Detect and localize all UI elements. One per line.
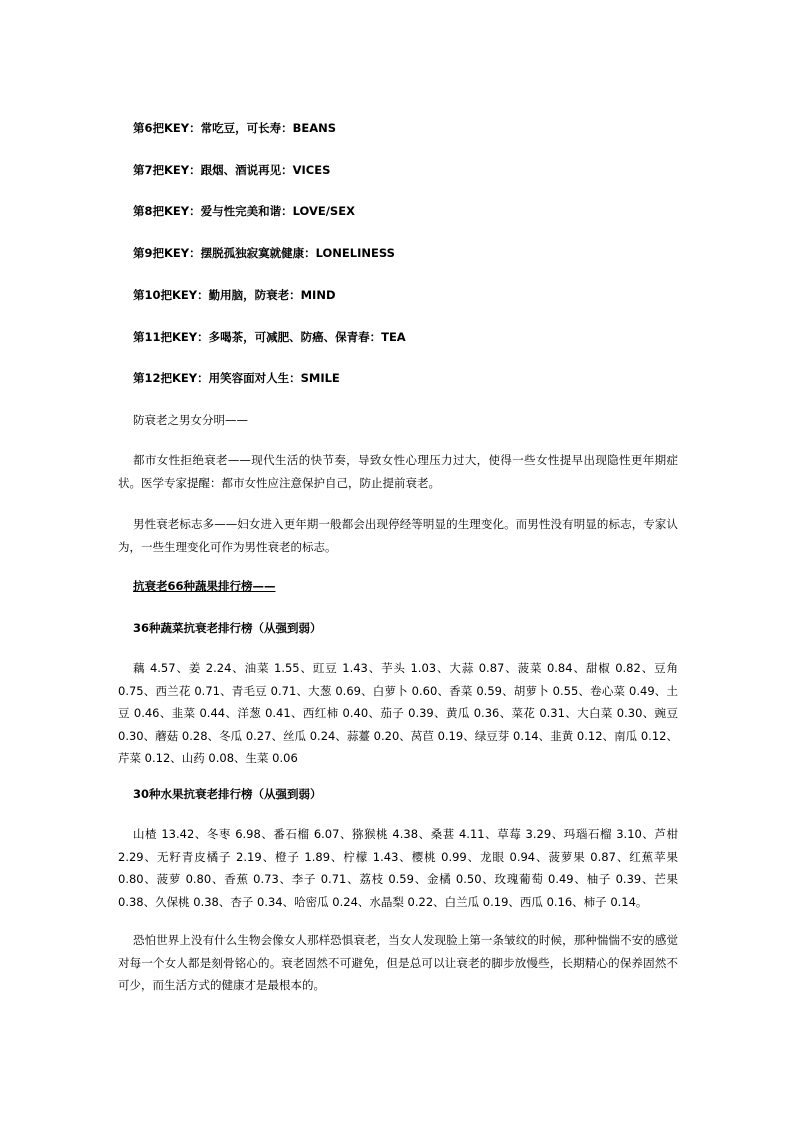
heading-vegetables: 36种蔬菜抗衰老排行榜（从强到弱）: [133, 621, 322, 635]
section-gender-title: 防衰老之男女分明——: [133, 413, 248, 427]
heading-ranking: 抗衰老66种蔬果排行榜——: [133, 579, 276, 593]
key-line-8: 第8把KEY：爱与性完美和谐：LOVE/SEX: [133, 204, 355, 218]
key-line-10: 第10把KEY：勤用脑，防衰老：MIND: [133, 288, 336, 302]
fruit-list: 山楂 13.42、冬枣 6.98、番石榴 6.07、猕猴桃 4.38、桑葚 4.11、草莓 3.29、玛瑙石榴 3.10、芦柑 2.29、无籽青皮橘子 2.19、橙子 1.89、柠檬 1.43、樱桃 0.99、龙眼 0.94、菠萝果 0.87、红蕉苹果 0.80、菠萝 0.80、香蕉 0.73、李子 0.71、荔枝 0.59、金橘 0.50、玫瑰葡萄 0.49、柚子 0.39、芒果 0.38、久保桃 0.38、杏子 0.34、哈密瓜 0.24、水晶梨 0.22、白兰瓜 0.19、西瓜 0.16、柿子 0.14。: [118, 827, 678, 909]
key-line-9: 第9把KEY：摆脱孤独寂寞就健康：LONELINESS: [133, 246, 395, 260]
key-line-11: 第11把KEY：多喝茶，可减肥、防癌、保青春：TEA: [133, 330, 406, 344]
vegetable-list: 藕 4.57、姜 2.24、油菜 1.55、豇豆 1.43、芋头 1.03、大蒜 0.87、菠菜 0.84、甜椒 0.82、豆角 0.75、西兰花 0.71、青毛豆 0.71、大葱 0.69、白萝卜 0.60、香菜 0.59、胡萝卜 0.55、卷心菜 0.49、土豆 0.46、韭菜 0.44、洋葱 0.41、西红柿 0.40、茄子 0.39、黄瓜 0.36、菜花 0.31、大白菜 0.30、豌豆 0.30、蘑菇 0.28、冬瓜 0.27、丝瓜 0.24、蒜薹 0.20、莴苣 0.19、绿豆芽 0.14、韭黄 0.12、南瓜 0.12、芹菜 0.12、山药 0.08、生菜 0.06: [118, 661, 678, 766]
heading-fruits: 30种水果抗衰老排行榜（从强到弱）: [133, 787, 322, 801]
key-line-7: 第7把KEY：跟烟、酒说再见：VICES: [133, 163, 331, 177]
paragraph-men: 男性衰老标志多——妇女进入更年期一般都会出现停经等明显的生理变化。而男性没有明显的标志，专家认为，一些生理变化可作为男性衰老的标志。: [118, 517, 678, 554]
key-line-6: 第6把KEY：常吃豆，可长寿：BEANS: [133, 121, 337, 135]
key-line-12: 第12把KEY：用笑容面对人生：SMILE: [133, 371, 340, 385]
paragraph-women: 都市女性拒绝衰老——现代生活的快节奏，导致女性心理压力过大，使得一些女性提早出现隐性更年期症状。医学专家提醒：都市女性应注意保护自己，防止提前衰老。: [118, 453, 678, 490]
paragraph-closing: 恐怕世界上没有什么生物会像女人那样恐惧衰老，当女人发现脸上第一条皱纹的时候，那种惴惴不安的感觉对每一个女人都是刻骨铭心的。衰老固然不可避免，但是总可以让衰老的脚步放慢些，长期精心的保养固然不可少，而生活方式的健康才是最根本的。: [118, 933, 678, 992]
